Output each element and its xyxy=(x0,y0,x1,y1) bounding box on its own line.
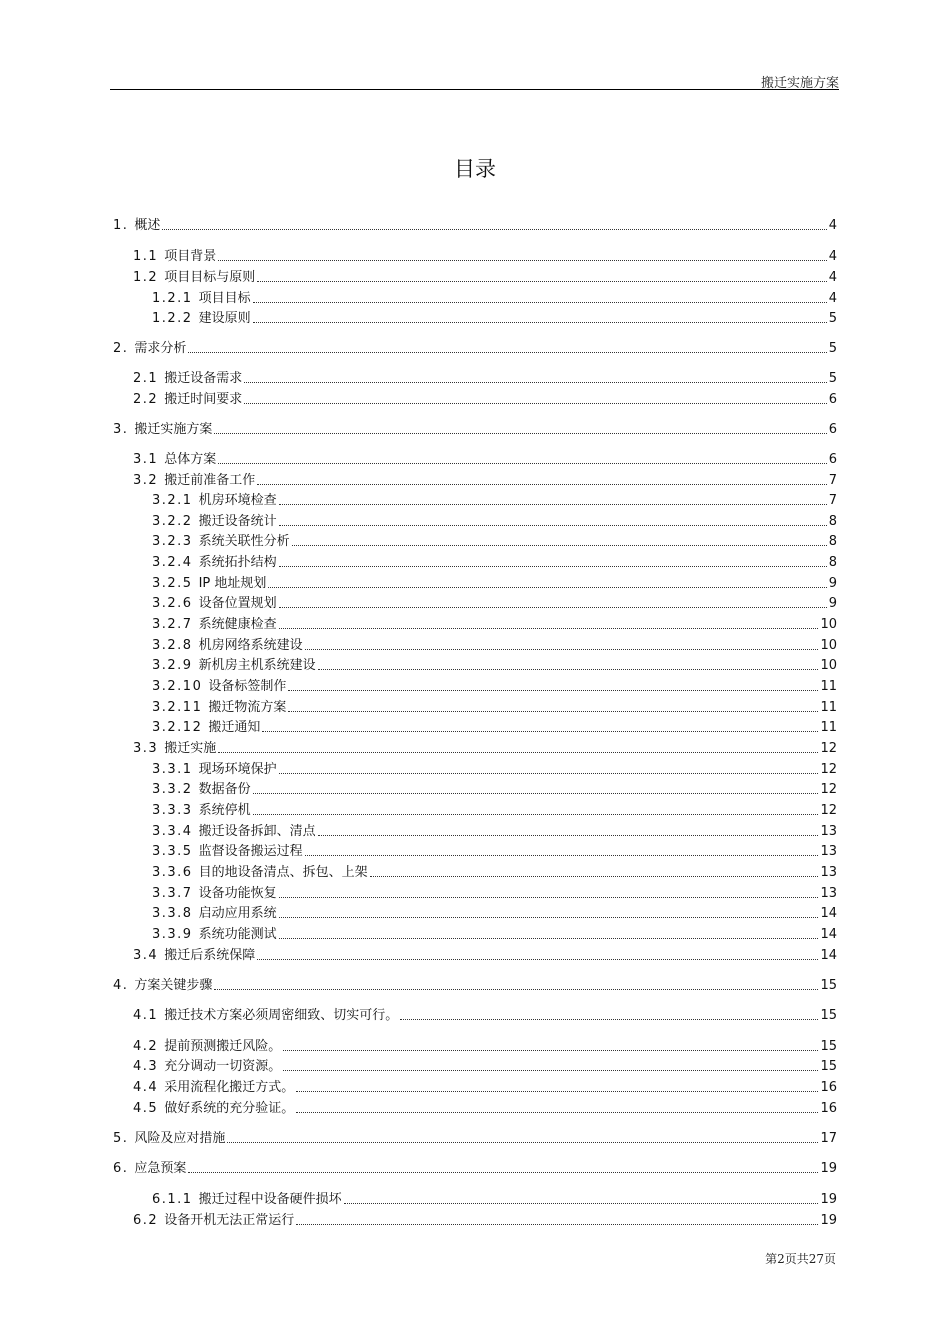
toc-entry-title: 搬迁物流方案 xyxy=(208,700,287,715)
toc-entry-page: 8 xyxy=(828,534,837,549)
toc-entry[interactable] xyxy=(133,388,837,408)
toc-entry-title: 搬迁实施 xyxy=(164,741,217,756)
toc-dot-leader xyxy=(400,1019,818,1020)
toc-entry-number: 3.4 xyxy=(133,948,159,963)
toc-entry-page: 12 xyxy=(820,803,837,818)
toc-entry[interactable] xyxy=(133,1035,837,1055)
toc-entry[interactable] xyxy=(133,245,837,265)
toc-dot-leader xyxy=(244,403,827,404)
toc-entry-number: 1. xyxy=(113,218,129,233)
toc-entry-page: 16 xyxy=(820,1080,837,1095)
toc-entry-title: 风险及应对措施 xyxy=(134,1131,226,1146)
toc-dot-leader xyxy=(279,607,827,608)
toc-entry-page: 13 xyxy=(820,844,837,859)
toc-entry-page: 8 xyxy=(828,555,837,570)
toc-entry-number: 2.1 xyxy=(133,371,159,386)
toc-entry[interactable] xyxy=(152,675,837,695)
toc-dot-leader xyxy=(257,281,827,282)
toc-entry-number: 3.3 xyxy=(133,741,159,756)
toc-entry-title: 现场环境保护 xyxy=(198,762,277,777)
toc-entry-title: 做好系统的充分验证。 xyxy=(164,1101,295,1116)
toc-entry-title: 搬迁后系统保障 xyxy=(164,948,256,963)
toc-dot-leader xyxy=(262,731,818,732)
toc-entry[interactable] xyxy=(152,799,837,819)
toc-entry[interactable] xyxy=(113,974,837,994)
toc-entry[interactable] xyxy=(152,1188,837,1208)
toc-entry-page: 11 xyxy=(820,720,837,735)
toc-entry-page: 5 xyxy=(828,341,837,356)
toc-dot-leader xyxy=(279,566,827,567)
toc-entry-number: 4.2 xyxy=(133,1039,159,1054)
toc-entry-title: 监督设备搬运过程 xyxy=(198,844,303,859)
toc-entry-number: 3.3.5 xyxy=(152,844,193,859)
toc-dot-leader xyxy=(253,322,827,323)
toc-entry[interactable] xyxy=(152,882,837,902)
toc-entry-number: 4. xyxy=(113,978,129,993)
toc-dot-leader xyxy=(318,835,819,836)
toc-entry-page: 5 xyxy=(828,371,837,386)
toc-entry[interactable] xyxy=(133,1209,837,1229)
toc-entry-number: 4.3 xyxy=(133,1059,159,1074)
toc-entry[interactable] xyxy=(133,1076,837,1096)
toc-entry-number: 3.2.1 xyxy=(152,493,193,508)
toc-entry-title: 总体方案 xyxy=(164,452,217,467)
toc-entry-number: 3.2.5 xyxy=(152,576,193,591)
toc-entry[interactable] xyxy=(152,572,837,592)
toc-dot-leader xyxy=(214,433,826,434)
toc-entry-number: 3.3.7 xyxy=(152,886,193,901)
toc-entry[interactable] xyxy=(113,1157,837,1177)
toc-entry-title: 设备开机无法正常运行 xyxy=(164,1213,295,1228)
toc-entry-page: 11 xyxy=(820,700,837,715)
toc-entry-page: 4 xyxy=(828,218,837,233)
toc-dot-leader xyxy=(279,938,819,939)
toc-entry-page: 6 xyxy=(828,422,837,437)
toc-dot-leader xyxy=(279,525,827,526)
toc-entry[interactable] xyxy=(152,634,837,654)
toc-entry-number: 3.2.6 xyxy=(152,596,193,611)
toc-entry-page: 7 xyxy=(828,493,837,508)
toc-entry[interactable] xyxy=(152,758,837,778)
toc-entry-number: 3.3.6 xyxy=(152,865,193,880)
toc-entry[interactable] xyxy=(152,530,837,550)
toc-entry-title: 系统功能测试 xyxy=(198,927,277,942)
toc-entry[interactable] xyxy=(152,820,837,840)
toc-entry-number: 3.3.8 xyxy=(152,906,193,921)
toc-dot-leader xyxy=(268,587,826,588)
toc-dot-leader xyxy=(218,463,827,464)
toc-entry[interactable] xyxy=(133,1055,837,1075)
toc-entry-number: 2.2 xyxy=(133,392,159,407)
toc-entry-page: 8 xyxy=(828,514,837,529)
toc-entry[interactable] xyxy=(133,469,837,489)
toc-entry[interactable] xyxy=(152,861,837,881)
toc-entry-number: 3.2.8 xyxy=(152,638,193,653)
toc-entry-title: 搬迁设备拆卸、清点 xyxy=(198,824,316,839)
toc-dot-leader xyxy=(344,1203,819,1204)
toc-entry-title: 设备位置规划 xyxy=(198,596,277,611)
toc-dot-leader xyxy=(288,690,818,691)
header-title: 搬迁实施方案 xyxy=(760,76,839,91)
toc-entry-page: 4 xyxy=(828,270,837,285)
toc-entry-page: 15 xyxy=(820,1039,837,1054)
toc-entry-number: 3.3.4 xyxy=(152,824,193,839)
toc-entry-title: 应急预案 xyxy=(134,1161,187,1176)
toc-dot-leader xyxy=(227,1142,818,1143)
toc-entry[interactable] xyxy=(133,367,837,387)
toc-entry-title: 项目背景 xyxy=(164,249,217,264)
toc-dot-leader xyxy=(296,1091,818,1092)
toc-dot-leader xyxy=(283,1050,818,1051)
toc-entry-page: 15 xyxy=(820,1059,837,1074)
toc-dot-leader xyxy=(305,649,819,650)
toc-entry-number: 3.3.3 xyxy=(152,803,193,818)
toc-dot-leader xyxy=(218,260,827,261)
toc-dot-leader xyxy=(279,628,819,629)
toc-dot-leader xyxy=(296,1224,818,1225)
toc-entry-page: 4 xyxy=(828,249,837,264)
toc-entry-page: 6 xyxy=(828,452,837,467)
toc-entry-page: 14 xyxy=(820,906,837,921)
toc-entry-number: 3.2.10 xyxy=(152,679,203,694)
toc-entry-title: 系统关联性分析 xyxy=(198,534,290,549)
toc-entry-number: 1.1 xyxy=(133,249,159,264)
toc-entry-number: 4.1 xyxy=(133,1008,159,1023)
toc-entry-title: 项目目标 xyxy=(198,291,251,306)
toc-entry-number: 4.4 xyxy=(133,1080,159,1095)
header-rule xyxy=(110,89,839,90)
toc-entry-title: 系统健康检查 xyxy=(198,617,277,632)
toc-entry[interactable] xyxy=(152,923,837,943)
toc-dot-leader xyxy=(162,229,826,230)
toc-dot-leader xyxy=(188,1172,818,1173)
toc-entry-title: 搬迁技术方案必须周密细致、切实可行。 xyxy=(164,1008,399,1023)
toc-entry-page: 15 xyxy=(820,1008,837,1023)
toc-title: 目录 xyxy=(454,157,496,181)
toc-entry-title: 数据备份 xyxy=(198,782,251,797)
toc-entry-page: 10 xyxy=(820,617,837,632)
toc-entry-page: 16 xyxy=(820,1101,837,1116)
toc-entry[interactable] xyxy=(152,307,837,327)
toc-entry[interactable] xyxy=(152,551,837,571)
toc-entry-number: 1.2.1 xyxy=(152,291,193,306)
toc-entry-title: 概述 xyxy=(134,218,161,233)
toc-entry-page: 4 xyxy=(828,291,837,306)
toc-entry-page: 14 xyxy=(820,948,837,963)
toc-entry-page: 7 xyxy=(828,473,837,488)
toc-entry-title: 需求分析 xyxy=(134,341,187,356)
toc-dot-leader xyxy=(370,876,819,877)
toc-dot-leader xyxy=(305,855,819,856)
toc-dot-leader xyxy=(279,504,827,505)
toc-entry-title: 机房环境检查 xyxy=(198,493,277,508)
toc-entry-page: 5 xyxy=(828,311,837,326)
toc-entry-page: 6 xyxy=(828,392,837,407)
toc-dot-leader xyxy=(279,917,819,918)
toc-entry-title: 设备功能恢复 xyxy=(198,886,277,901)
toc-entry[interactable] xyxy=(133,448,837,468)
toc-entry[interactable] xyxy=(113,214,837,234)
toc-dot-leader xyxy=(253,302,827,303)
toc-dot-leader xyxy=(296,1112,818,1113)
toc-entry[interactable] xyxy=(133,1004,837,1024)
toc-entry-number: 1.2 xyxy=(133,270,159,285)
toc-entry-page: 13 xyxy=(820,865,837,880)
toc-dot-leader xyxy=(257,959,818,960)
toc-entry-number: 1.2.2 xyxy=(152,311,193,326)
toc-entry[interactable] xyxy=(113,418,837,438)
toc-entry-page: 19 xyxy=(820,1192,837,1207)
toc-entry-page: 19 xyxy=(820,1213,837,1228)
toc-entry-title: IP 地址规划 xyxy=(198,576,267,591)
toc-entry-page: 13 xyxy=(820,824,837,839)
toc-entry[interactable] xyxy=(152,287,837,307)
toc-entry-page: 10 xyxy=(820,658,837,673)
toc-entry-title: 建设原则 xyxy=(198,311,251,326)
toc-entry-page: 11 xyxy=(820,679,837,694)
toc-entry-title: 项目目标与原则 xyxy=(164,270,256,285)
toc-entry-title: 新机房主机系统建设 xyxy=(198,658,316,673)
toc-entry-title: 方案关键步骤 xyxy=(134,978,213,993)
toc-entry-title: 系统拓扑结构 xyxy=(198,555,277,570)
toc-entry[interactable] xyxy=(133,737,837,757)
toc-entry[interactable] xyxy=(152,696,837,716)
toc-entry-title: 机房网络系统建设 xyxy=(198,638,303,653)
toc-dot-leader xyxy=(292,545,827,546)
toc-entry[interactable] xyxy=(133,1097,837,1117)
toc-entry-number: 3.2.12 xyxy=(152,720,203,735)
toc-entry-page: 15 xyxy=(820,978,837,993)
toc-dot-leader xyxy=(257,484,827,485)
toc-dot-leader xyxy=(214,989,818,990)
toc-entry-number: 3. xyxy=(113,422,129,437)
toc-entry-title: 充分调动一切资源。 xyxy=(164,1059,282,1074)
toc-entry-number: 5. xyxy=(113,1131,129,1146)
toc-entry-number: 3.3.1 xyxy=(152,762,193,777)
toc-entry-page: 9 xyxy=(828,596,837,611)
toc-entry-number: 3.2.7 xyxy=(152,617,193,632)
toc-entry-page: 14 xyxy=(820,927,837,942)
toc-entry[interactable] xyxy=(152,902,837,922)
toc-entry[interactable] xyxy=(152,840,837,860)
toc-entry-number: 3.2.9 xyxy=(152,658,193,673)
toc-entry-title: 提前预测搬迁风险。 xyxy=(164,1039,282,1054)
toc-entry-number: 3.2.4 xyxy=(152,555,193,570)
toc-entry[interactable] xyxy=(152,592,837,612)
toc-entry-title: 搬迁实施方案 xyxy=(134,422,213,437)
toc-entry-title: 系统停机 xyxy=(198,803,251,818)
toc-entry[interactable] xyxy=(152,489,837,509)
toc-dot-leader xyxy=(279,773,819,774)
toc-entry-number: 3.1 xyxy=(133,452,159,467)
toc-entry-number: 3.3.9 xyxy=(152,927,193,942)
toc-entry[interactable] xyxy=(152,778,837,798)
toc-entry-number: 6. xyxy=(113,1161,129,1176)
toc-entry[interactable] xyxy=(113,1127,837,1147)
toc-entry-page: 13 xyxy=(820,886,837,901)
toc-entry-title: 启动应用系统 xyxy=(198,906,277,921)
toc-dot-leader xyxy=(188,352,826,353)
toc-entry-title: 搬迁前准备工作 xyxy=(164,473,256,488)
toc-dot-leader xyxy=(318,669,819,670)
toc-entry-title: 搬迁设备统计 xyxy=(198,514,277,529)
toc-entry[interactable] xyxy=(152,716,837,736)
toc-entry-number: 2. xyxy=(113,341,129,356)
toc-entry-title: 搬迁过程中设备硬件损坏 xyxy=(198,1192,342,1207)
toc-entry-title: 设备标签制作 xyxy=(208,679,287,694)
toc-entry[interactable] xyxy=(152,510,837,530)
toc-entry[interactable] xyxy=(133,266,837,286)
toc-entry-number: 6.2 xyxy=(133,1213,159,1228)
toc-dot-leader xyxy=(253,793,819,794)
toc-entry[interactable] xyxy=(113,337,837,357)
toc-entry-page: 9 xyxy=(828,576,837,591)
toc-entry-number: 3.2 xyxy=(133,473,159,488)
toc-entry-page: 10 xyxy=(820,638,837,653)
toc-dot-leader xyxy=(283,1070,818,1071)
toc-entry-title: 搬迁设备需求 xyxy=(164,371,243,386)
toc-entry-title: 采用流程化搬迁方式。 xyxy=(164,1080,295,1095)
toc-entry-page: 12 xyxy=(820,762,837,777)
toc-dot-leader xyxy=(288,711,818,712)
toc-dot-leader xyxy=(253,814,819,815)
toc-dot-leader xyxy=(218,752,818,753)
toc-entry-page: 17 xyxy=(820,1131,837,1146)
footer-page-number: 第2页共27页 xyxy=(765,1252,836,1266)
toc-entry-title: 目的地设备清点、拆包、上架 xyxy=(198,865,368,880)
toc-entry-number: 6.1.1 xyxy=(152,1192,193,1207)
toc-entry[interactable] xyxy=(133,944,837,964)
toc-entry-number: 3.2.2 xyxy=(152,514,193,529)
toc-dot-leader xyxy=(279,897,819,898)
toc-entry-page: 12 xyxy=(820,782,837,797)
toc-entry-number: 3.2.3 xyxy=(152,534,193,549)
toc-entry-number: 3.3.2 xyxy=(152,782,193,797)
toc-entry-page: 19 xyxy=(820,1161,837,1176)
toc-entry[interactable] xyxy=(152,613,837,633)
toc-entry-title: 搬迁时间要求 xyxy=(164,392,243,407)
toc-entry-title: 搬迁通知 xyxy=(208,720,261,735)
toc-entry-number: 4.5 xyxy=(133,1101,159,1116)
toc-entry-page: 12 xyxy=(820,741,837,756)
toc-dot-leader xyxy=(244,382,827,383)
toc-entry[interactable] xyxy=(152,654,837,674)
toc-entry-number: 3.2.11 xyxy=(152,700,203,715)
